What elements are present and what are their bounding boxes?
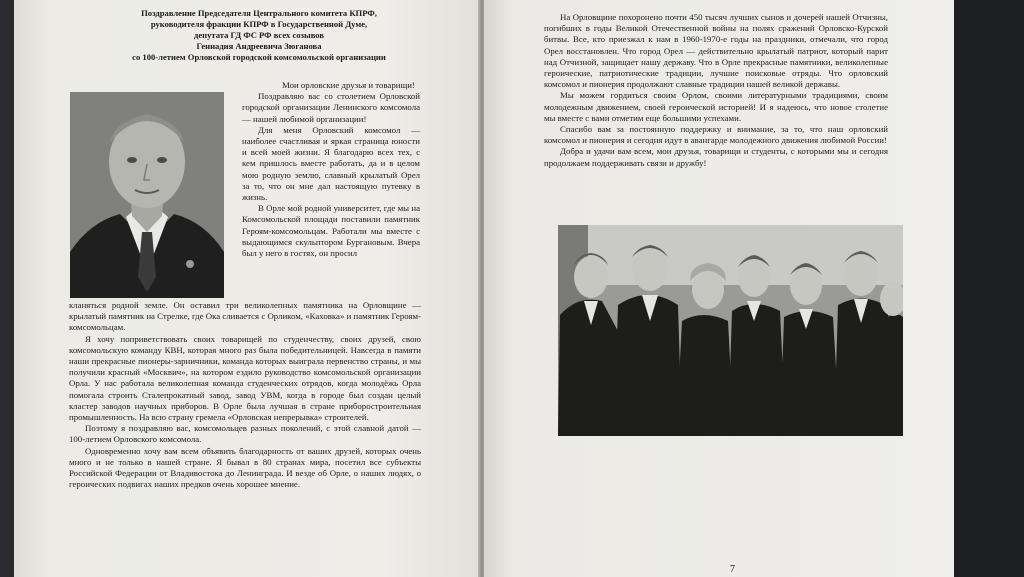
- paragraph: Поэтому я поздравляю вас, комсомольцев разных поколений, с этой славной датой — 100-летием Орловского комсомола.: [69, 423, 421, 445]
- portrait-photo: [70, 92, 224, 298]
- paragraph: Спасибо вам за постоянную поддержку и внимание, за то, что наш орловский комсомол и пионерия и сегодня идут в авангарде молодежного движения любимой России!: [544, 124, 888, 146]
- paragraph: В Орле мой родной университет, где мы на Комсомольской площади поставили памятник Героям-комсомольцам. Работали мы вместе с выдающимся скульптором Бургановым. Вчера был у него в гостях, он просил: [242, 203, 420, 259]
- header-line: со 100-летием Орловской городской комсомольской организации: [132, 52, 386, 62]
- paragraph: Мои орловские друзья и товарищи!: [282, 80, 415, 90]
- greeting-column: [242, 80, 420, 259]
- group-photo: [558, 225, 903, 436]
- right-page: [484, 0, 954, 577]
- paragraph: Добра и удачи вам всем, мои друзья, товарищи и студенты, с которыми мы и сегодня продолжаем поддерживать связи и дружбу!: [544, 146, 888, 168]
- header-line: Поздравление Председателя Центрального комитета КПРФ,: [141, 8, 377, 18]
- background-left-edge: [0, 0, 14, 577]
- paragraph: На Орловщине похоронено почти 450 тысяч лучших сынов и дочерей нашей Отчизны, погибших в годы Великой Отечественной войны на полях сражений Орловско-Курской битвы. Все, кто приезжал к нам в 1960-1970-е годы на праздники, отмечали, что город Орел восстановлен. Что город Орел — действительно крылатый патриот, который парит над Отчизной, защищает нашу державу. Что в Орле прекрасные памятники, великолепные героические, патриотические традиции, лучшие поисковые отряды. Что орловский комсомол и пионерия продолжают славные традиции нашей великой державы.: [544, 12, 888, 90]
- greeting-body: [69, 300, 421, 490]
- header-line: депутата ГД ФС РФ всех созывов: [193, 30, 325, 40]
- page-header: [94, 8, 424, 63]
- paragraph: Для меня Орловский комсомол — наиболее счастливая и яркая страница юности и всей моей жизни. Я благодарю всех тех, с кем пришлось вместе работать, да и в целом мою родную землю, славный крылатый Орел за то, что он мне дал настоящую путевку в жизнь.: [242, 124, 420, 203]
- paragraph: Я хочу поприветствовать своих товарищей по студенчеству, своих друзей, свою комсомольскую команду КВН, которая много раз была победительницей. Навсегда в памяти наши прекрасные пионеры-зарничники, команда которых выиграла первенство страны, и мы получили красный «Москвич», на котором ездило руководство комсомольской организации Орла. У нас работала великолепная команда студенческих отрядов, когда молодёжь Орла помогала строить Сталепрокатный завод, завод УВМ, когда в городе был создан целый кластер заводов научных приборов. В Орле была лучшая в стране приборостроительная промышленность. На всю страну гремела «Орловская непрерывка» строителей.: [69, 333, 421, 423]
- greeting-continuation: [544, 12, 888, 169]
- page-number: 7: [730, 564, 735, 575]
- header-line: руководителя фракции КПРФ в Государственной Думе,: [150, 19, 368, 29]
- paragraph: Поздравляю вас со столетием Орловской городской организации Ленинского комсомола — нашей любимой организации!: [242, 91, 420, 124]
- paragraph: Одновременно хочу вам всем объявить благодарность от ваших друзей, которых очень много и не только в нашей стране. Я бывал в 80 странах мира, посетил все субъекты Российской Федерации от Владивостока до Ленинграда. И везде об Орле, о наших людях, о героических подвигах наших предков очень хорошее мнение.: [69, 445, 421, 490]
- background-right-edge: [954, 0, 1024, 577]
- left-page: [14, 0, 480, 577]
- paragraph: кланяться родной земле. Он оставил три великолепных памятника на Орловщине — крылатый памятник на Стрелке, где Ока сливается с Орликом, «Каховка» и памятник Героям-комсомольцам.: [69, 300, 421, 333]
- header-line: Геннадия Андреевича Зюганова: [196, 41, 322, 51]
- paragraph: Мы можем гордиться своим Орлом, своими литературными традициями, своим молодежным движением, своей героической историей! И я надеюсь, что новое столетие мы вместе с вами отметим еще большими успехами.: [544, 90, 888, 123]
